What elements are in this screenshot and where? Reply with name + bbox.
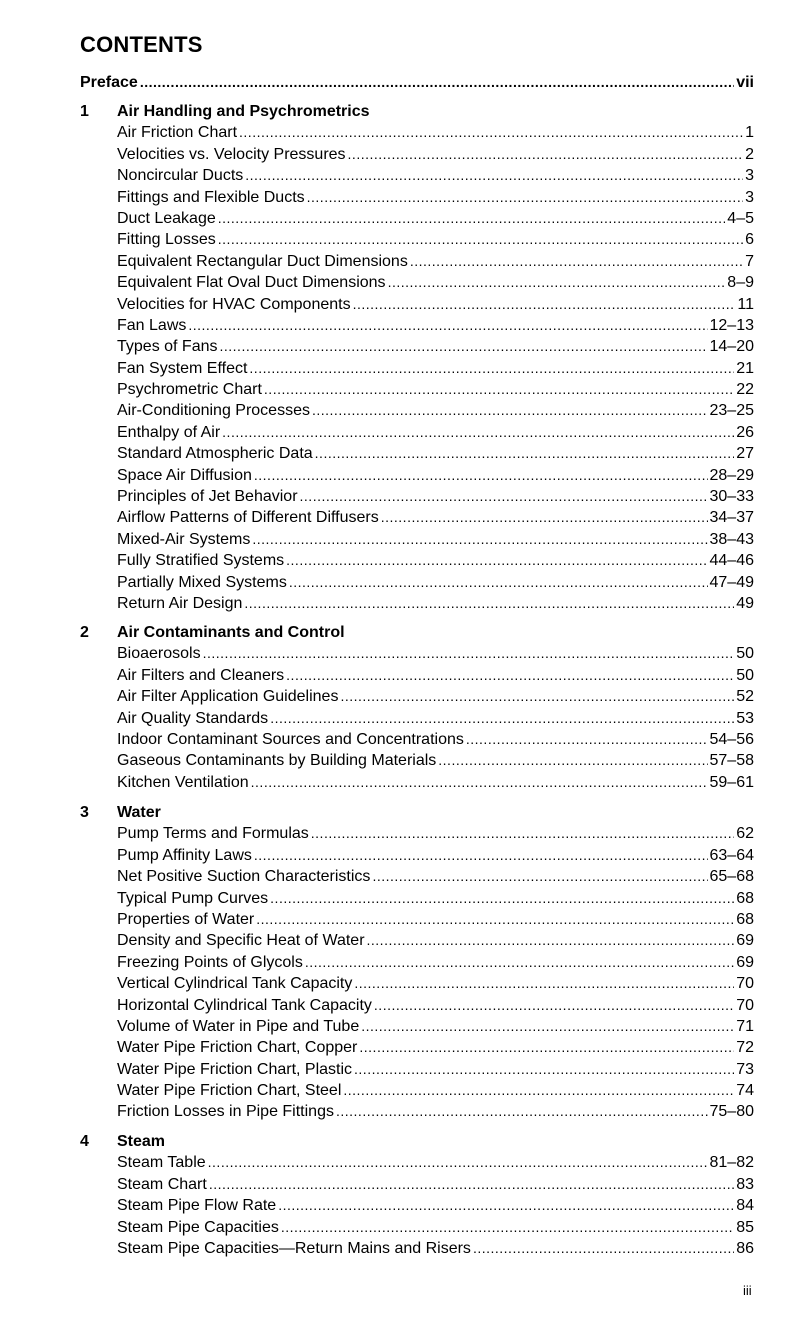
toc-entry xyxy=(117,952,754,973)
entry-title: Space Air Diffusion xyxy=(117,466,252,484)
toc-entry xyxy=(117,165,754,186)
toc-entry xyxy=(117,122,754,143)
dot-leader xyxy=(343,1080,734,1101)
dot-leader xyxy=(354,1059,734,1080)
entry-title: Pump Terms and Formulas xyxy=(117,825,309,843)
dot-leader xyxy=(140,72,734,93)
entry-page: 69 xyxy=(736,953,754,971)
dot-leader xyxy=(367,930,735,951)
entry-page: 26 xyxy=(736,423,754,441)
dot-leader xyxy=(208,1152,708,1173)
toc-entry xyxy=(117,422,754,443)
entry-title: Fully Stratified Systems xyxy=(117,552,285,570)
entry-title: Kitchen Ventilation xyxy=(117,773,249,791)
chapter-title: Steam xyxy=(117,1133,166,1150)
dot-leader xyxy=(359,1037,734,1058)
entry-title: Water Pipe Friction Chart, Steel xyxy=(117,1082,342,1100)
toc-entry xyxy=(117,1101,754,1122)
dot-leader xyxy=(305,952,734,973)
entry-page: 50 xyxy=(736,645,754,663)
entry-title: Air Friction Chart xyxy=(117,124,238,142)
dot-leader xyxy=(340,686,734,707)
dot-leader xyxy=(251,772,708,793)
entry-page: 50 xyxy=(736,666,754,684)
dot-leader xyxy=(286,665,734,686)
entry-title: Duct Leakage xyxy=(117,209,216,227)
entry-page: 3 xyxy=(745,167,754,185)
dot-leader xyxy=(270,888,734,909)
chapter-title: Air Contaminants and Control xyxy=(117,624,345,641)
entry-page: 70 xyxy=(736,996,754,1014)
entry-title: Steam Pipe Flow Rate xyxy=(117,1197,277,1215)
toc-entry xyxy=(117,1080,754,1101)
toc-entry xyxy=(117,251,754,272)
dot-leader xyxy=(354,973,734,994)
entry-page: 2 xyxy=(745,145,754,163)
dot-leader xyxy=(256,909,734,930)
entry-title: Steam Chart xyxy=(117,1175,207,1193)
entry-page: 72 xyxy=(736,1039,754,1057)
entry-page: 63–64 xyxy=(709,846,754,864)
toc-entry xyxy=(117,1217,754,1238)
dot-leader xyxy=(209,1174,734,1195)
dot-leader xyxy=(203,643,735,664)
entry-title: Fan Laws xyxy=(117,316,187,334)
entry-title: Air-Conditioning Processes xyxy=(117,402,310,420)
dot-leader xyxy=(466,729,708,750)
toc-entry xyxy=(117,315,754,336)
dot-leader xyxy=(252,529,707,550)
entry-page: 14–20 xyxy=(709,338,754,356)
entry-title: Fan System Effect xyxy=(117,359,248,377)
entry-page: 65–68 xyxy=(709,868,754,886)
dot-leader xyxy=(222,422,734,443)
toc-entry xyxy=(117,643,754,664)
dot-leader xyxy=(353,294,736,315)
entry-page: 8–9 xyxy=(727,274,754,292)
dot-leader xyxy=(315,443,735,464)
entry-page: 44–46 xyxy=(709,552,754,570)
entry-page: 81–82 xyxy=(709,1154,754,1172)
toc-entry xyxy=(117,1152,754,1173)
dot-leader xyxy=(188,315,707,336)
toc-entry xyxy=(117,665,754,686)
toc-entry xyxy=(117,486,754,507)
entry-page: 85 xyxy=(736,1218,754,1236)
entry-title: Equivalent Rectangular Duct Dimensions xyxy=(117,252,408,270)
entry-page: 69 xyxy=(736,932,754,950)
toc-entry xyxy=(117,750,754,771)
chapter-heading xyxy=(80,101,754,122)
toc-entry xyxy=(117,995,754,1016)
toc-entry xyxy=(117,465,754,486)
entry-title: Psychrometric Chart xyxy=(117,381,262,399)
entry-page: 23–25 xyxy=(709,402,754,420)
page-number: iii xyxy=(743,1283,752,1298)
entry-title: Steam Pipe Capacities—Return Mains and Risers xyxy=(117,1239,471,1257)
entry-title: Airflow Patterns of Different Diffusers xyxy=(117,509,379,527)
entry-title: Vertical Cylindrical Tank Capacity xyxy=(117,975,353,993)
chapter-title: Air Handling and Psychrometrics xyxy=(117,103,370,120)
dot-leader xyxy=(311,823,734,844)
dot-leader xyxy=(381,507,708,528)
chapter-title: Water xyxy=(117,804,161,821)
entry-title: Velocities vs. Velocity Pressures xyxy=(117,145,346,163)
chapter-1 xyxy=(80,101,754,614)
entry-title: Water Pipe Friction Chart, Plastic xyxy=(117,1060,353,1078)
entry-page: 6 xyxy=(745,231,754,249)
entry-title: Principles of Jet Behavior xyxy=(117,488,298,506)
dot-leader xyxy=(410,251,743,272)
entry-page: 4–5 xyxy=(727,209,754,227)
toc-entry xyxy=(117,772,754,793)
entry-page: 12–13 xyxy=(709,316,754,334)
toc-entry xyxy=(117,443,754,464)
dot-leader xyxy=(249,358,734,379)
entry-title: Net Positive Suction Characteristics xyxy=(117,868,371,886)
toc-entry xyxy=(117,208,754,229)
dot-leader xyxy=(278,1195,734,1216)
dot-leader xyxy=(438,750,707,771)
entry-page: 30–33 xyxy=(709,488,754,506)
entry-title: Properties of Water xyxy=(117,910,255,928)
entry-page: 47–49 xyxy=(709,573,754,591)
chapter-entries xyxy=(117,823,754,1122)
dot-leader xyxy=(289,572,708,593)
entry-page: 28–29 xyxy=(709,466,754,484)
dot-leader xyxy=(336,1101,708,1122)
toc-entry xyxy=(117,229,754,250)
entry-page: 86 xyxy=(736,1239,754,1257)
entry-title: Volume of Water in Pipe and Tube xyxy=(117,1017,360,1035)
toc-entry xyxy=(117,358,754,379)
dot-leader xyxy=(220,336,708,357)
entry-page: 34–37 xyxy=(709,509,754,527)
preface-entry xyxy=(80,72,754,93)
toc-entry xyxy=(117,866,754,887)
entry-title: Equivalent Flat Oval Duct Dimensions xyxy=(117,274,386,292)
toc-entry xyxy=(117,909,754,930)
chapter-entries xyxy=(117,122,754,614)
toc-entry xyxy=(117,593,754,614)
entry-page: 38–43 xyxy=(709,530,754,548)
toc-entry xyxy=(117,294,754,315)
dot-leader xyxy=(388,272,726,293)
entry-page: 52 xyxy=(736,688,754,706)
dot-leader xyxy=(312,400,708,421)
toc-entry xyxy=(117,336,754,357)
toc-entry xyxy=(117,973,754,994)
toc-entry xyxy=(117,400,754,421)
toc-entry xyxy=(117,379,754,400)
entry-title: Velocities for HVAC Components xyxy=(117,295,351,313)
entry-title: Friction Losses in Pipe Fittings xyxy=(117,1103,334,1121)
entry-page: 49 xyxy=(736,594,754,612)
entry-page: 57–58 xyxy=(709,752,754,770)
toc-entry xyxy=(117,686,754,707)
entry-page: 54–56 xyxy=(709,730,754,748)
entry-title: Partially Mixed Systems xyxy=(117,573,287,591)
entry-page: 7 xyxy=(745,252,754,270)
entry-title: Fittings and Flexible Ducts xyxy=(117,188,305,206)
toc-entry xyxy=(117,187,754,208)
dot-leader xyxy=(300,486,708,507)
toc-entry xyxy=(117,708,754,729)
chapter-number: 1 xyxy=(80,103,89,120)
toc-entry xyxy=(117,888,754,909)
entry-page: 83 xyxy=(736,1175,754,1193)
entry-title: Gaseous Contaminants by Building Materials xyxy=(117,752,437,770)
dot-leader xyxy=(239,122,743,143)
toc-entry xyxy=(117,930,754,951)
dot-leader xyxy=(374,995,734,1016)
toc-entry xyxy=(117,572,754,593)
toc-entry xyxy=(117,1059,754,1080)
chapter-entries xyxy=(117,643,754,793)
entry-page: 59–61 xyxy=(709,773,754,791)
entry-title: Bioaerosols xyxy=(117,645,201,663)
dot-leader xyxy=(254,465,708,486)
chapter-heading xyxy=(80,802,754,823)
entry-page: 74 xyxy=(736,1082,754,1100)
dot-leader xyxy=(348,144,744,165)
entry-page: 22 xyxy=(736,381,754,399)
entry-title: Air Filter Application Guidelines xyxy=(117,688,339,706)
entry-page: 21 xyxy=(736,359,754,377)
toc-entry xyxy=(117,1174,754,1195)
entry-page: 3 xyxy=(745,188,754,206)
entry-page: 70 xyxy=(736,975,754,993)
entry-page: 27 xyxy=(736,445,754,463)
page-title: CONTENTS xyxy=(80,32,203,57)
entry-page: 71 xyxy=(736,1017,754,1035)
dot-leader xyxy=(254,845,708,866)
entry-title: Noncircular Ducts xyxy=(117,167,244,185)
chapter-number: 4 xyxy=(80,1133,89,1150)
entry-title: Pump Affinity Laws xyxy=(117,846,252,864)
entry-title: Preface xyxy=(80,74,138,91)
toc-entry xyxy=(117,507,754,528)
entry-title: Freezing Points of Glycols xyxy=(117,953,303,971)
toc-entry xyxy=(117,823,754,844)
entry-page: 68 xyxy=(736,889,754,907)
dot-leader xyxy=(281,1217,734,1238)
dot-leader xyxy=(372,866,707,887)
toc-entry xyxy=(117,144,754,165)
toc-entry xyxy=(117,1195,754,1216)
toc-entry xyxy=(117,272,754,293)
entry-title: Steam Table xyxy=(117,1154,206,1172)
entry-title: Air Filters and Cleaners xyxy=(117,666,285,684)
entry-page: 53 xyxy=(736,709,754,727)
dot-leader xyxy=(264,379,734,400)
entry-title: Water Pipe Friction Chart, Copper xyxy=(117,1039,358,1057)
dot-leader xyxy=(218,229,743,250)
entry-title: Mixed-Air Systems xyxy=(117,530,251,548)
entry-page: 1 xyxy=(745,124,754,142)
chapter-4 xyxy=(80,1131,754,1259)
entry-page: vii xyxy=(736,74,754,91)
dot-leader xyxy=(218,208,726,229)
entry-page: 11 xyxy=(737,295,754,313)
toc-entry xyxy=(117,845,754,866)
entry-title: Density and Specific Heat of Water xyxy=(117,932,365,950)
chapter-number: 2 xyxy=(80,624,89,641)
dot-leader xyxy=(307,187,743,208)
dot-leader xyxy=(473,1238,734,1259)
entry-title: Horizontal Cylindrical Tank Capacity xyxy=(117,996,372,1014)
entry-title: Steam Pipe Capacities xyxy=(117,1218,279,1236)
chapter-number: 3 xyxy=(80,804,89,821)
entry-page: 62 xyxy=(736,825,754,843)
chapter-2 xyxy=(80,622,754,793)
entry-title: Indoor Contaminant Sources and Concentrations xyxy=(117,730,464,748)
chapter-heading xyxy=(80,622,754,643)
chapter-3 xyxy=(80,802,754,1123)
dot-leader xyxy=(245,165,743,186)
entry-title: Standard Atmospheric Data xyxy=(117,445,313,463)
dot-leader xyxy=(244,593,734,614)
dot-leader xyxy=(361,1016,734,1037)
toc-entry xyxy=(117,1238,754,1259)
entry-title: Enthalpy of Air xyxy=(117,423,221,441)
entry-title: Return Air Design xyxy=(117,594,243,612)
chapter-entries xyxy=(117,1152,754,1259)
toc-entry xyxy=(117,1016,754,1037)
toc-entry xyxy=(117,529,754,550)
entry-page: 75–80 xyxy=(709,1103,754,1121)
entry-page: 68 xyxy=(736,910,754,928)
dot-leader xyxy=(270,708,734,729)
dot-leader xyxy=(286,550,707,571)
toc-entry xyxy=(117,729,754,750)
entry-title: Types of Fans xyxy=(117,338,218,356)
toc-entry xyxy=(117,550,754,571)
entry-title: Air Quality Standards xyxy=(117,709,269,727)
entry-title: Typical Pump Curves xyxy=(117,889,269,907)
chapter-heading xyxy=(80,1131,754,1152)
entry-title: Fitting Losses xyxy=(117,231,216,249)
entry-page: 84 xyxy=(736,1197,754,1215)
entry-page: 73 xyxy=(736,1060,754,1078)
toc-entry xyxy=(117,1037,754,1058)
